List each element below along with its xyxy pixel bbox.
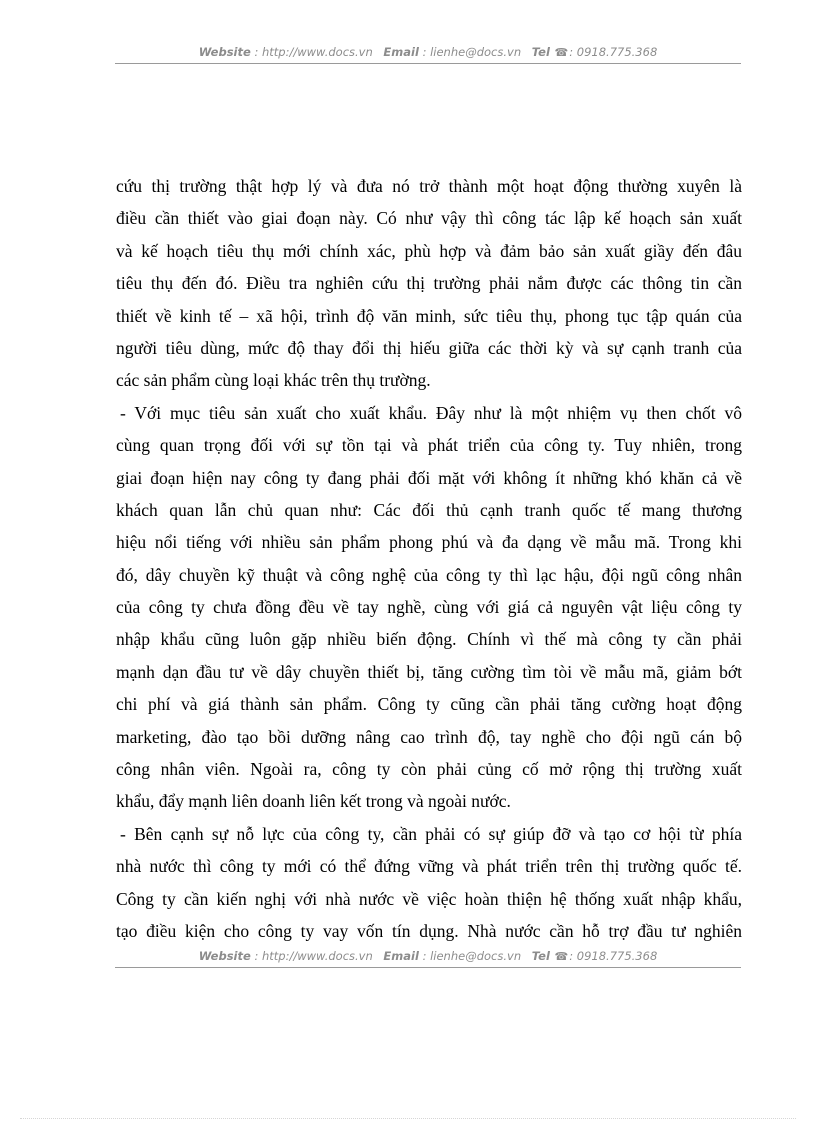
footer-email-value: : lienhe@docs.vn [422, 949, 522, 963]
header-website-value: : http://www.docs.vn [254, 45, 373, 59]
body-line: cùng quan trọng đối với sự tồn tại và phát triển của công ty. Tuy nhiên, trong [116, 435, 742, 456]
body-line: của công ty chưa đồng đều về tay nghề, cùng với giá cả nguyên vật liệu công ty [116, 597, 742, 618]
header-tel-value: : 0918.775.368 [569, 45, 658, 59]
body-line: tiêu thụ đến đó. Điều tra nghiên cứu thị trường phải nắm được các thông tin cần [116, 273, 742, 294]
footer-tel-label: Tel [531, 949, 550, 963]
header-email-label: Email [383, 45, 419, 59]
body-line: nhập khẩu cũng luôn gặp nhiều biến động. Chính vì thế mà công ty cần phải [116, 629, 742, 650]
body-line: cứu thị trường thật hợp lý và đưa nó trở thành một hoạt động thường xuyên là [116, 176, 742, 196]
body-line: khách quan lẫn chủ quan như: Các đối thủ cạnh tranh quốc tế mang thương [116, 499, 742, 520]
footer-email-label: Email [383, 949, 419, 963]
footer-website-label: Website [198, 949, 251, 963]
body-line: nhà nước thì công ty mới có thể đứng vững và phát triển trên thị trường quốc tế. [116, 856, 742, 877]
body-line: điều cần thiết vào giai đoạn này. Có như vậy thì công tác lập kế hoạch sản xuất [116, 208, 742, 229]
body-line: khẩu, đẩy mạnh liên doanh liên kết trong và ngoài nước. [116, 791, 511, 812]
page-edge-divider [20, 1118, 796, 1119]
footer-website-value: : http://www.docs.vn [254, 949, 373, 963]
footer-tel-value: : 0918.775.368 [569, 949, 658, 963]
phone-icon: ☎ [554, 950, 569, 963]
body-line: đó, dây chuyền kỹ thuật và công nghệ của công ty thì lạc hậu, đội ngũ công nhân [116, 564, 742, 585]
body-line: thiết về kinh tế – xã hội, trình độ văn minh, sức tiêu thụ, phong tục tập quán của [116, 305, 742, 326]
header-website-label: Website [198, 45, 251, 59]
page-header [115, 45, 741, 64]
body-line: hiệu nổi tiếng với nhiều sản phẩm phong phú và đa dạng về mẫu mã. Trong khi [116, 532, 742, 553]
body-line: Công ty cần kiến nghị với nhà nước về việc hoàn thiện hệ thống xuất nhập khẩu, [116, 888, 742, 909]
header-tel-label: Tel [531, 45, 550, 59]
body-line: các sản phẩm cùng loại khác trên thụ trường. [116, 370, 431, 391]
body-line: - Bên cạnh sự nỗ lực của công ty, cần phải có sự giúp đỡ và tạo cơ hội từ phía [120, 823, 742, 844]
body-line: mạnh dạn đầu tư về dây chuyền thiết bị, tăng cường tìm tòi về mẫu mã, giảm bớt [116, 661, 742, 682]
body-line: tạo điều kiện cho công ty vay vốn tín dụng. Nhà nước cần hỗ trợ đầu tư nghiên [116, 920, 742, 941]
body-line: công nhân viên. Ngoài ra, công ty còn phải củng cố mở rộng thị trường xuất [116, 759, 742, 780]
body-line: giai đoạn hiện nay công ty đang phải đối mặt với không ít những khó khăn cả về [116, 467, 742, 488]
header-email-value: : lienhe@docs.vn [422, 45, 522, 59]
body-text [116, 170, 742, 947]
phone-icon: ☎ [554, 46, 569, 59]
body-line: và kế hoạch tiêu thụ mới chính xác, phù hợp và đảm bảo sản xuất giầy đến đâu [116, 240, 742, 261]
body-line: chi phí và giá thành sản phẩm. Công ty cũng cần phải tăng cường hoạt động [116, 694, 742, 715]
page-footer [115, 949, 741, 968]
body-line: - Với mục tiêu sản xuất cho xuất khẩu. Đây như là một nhiệm vụ then chốt vô [120, 402, 742, 423]
body-line: marketing, đào tạo bồi dưỡng nâng cao trình độ, tay nghề cho đội ngũ cán bộ [116, 726, 742, 747]
body-line: người tiêu dùng, mức độ thay đổi thị hiếu giữa các thời kỳ và sự cạnh tranh của [116, 337, 742, 358]
